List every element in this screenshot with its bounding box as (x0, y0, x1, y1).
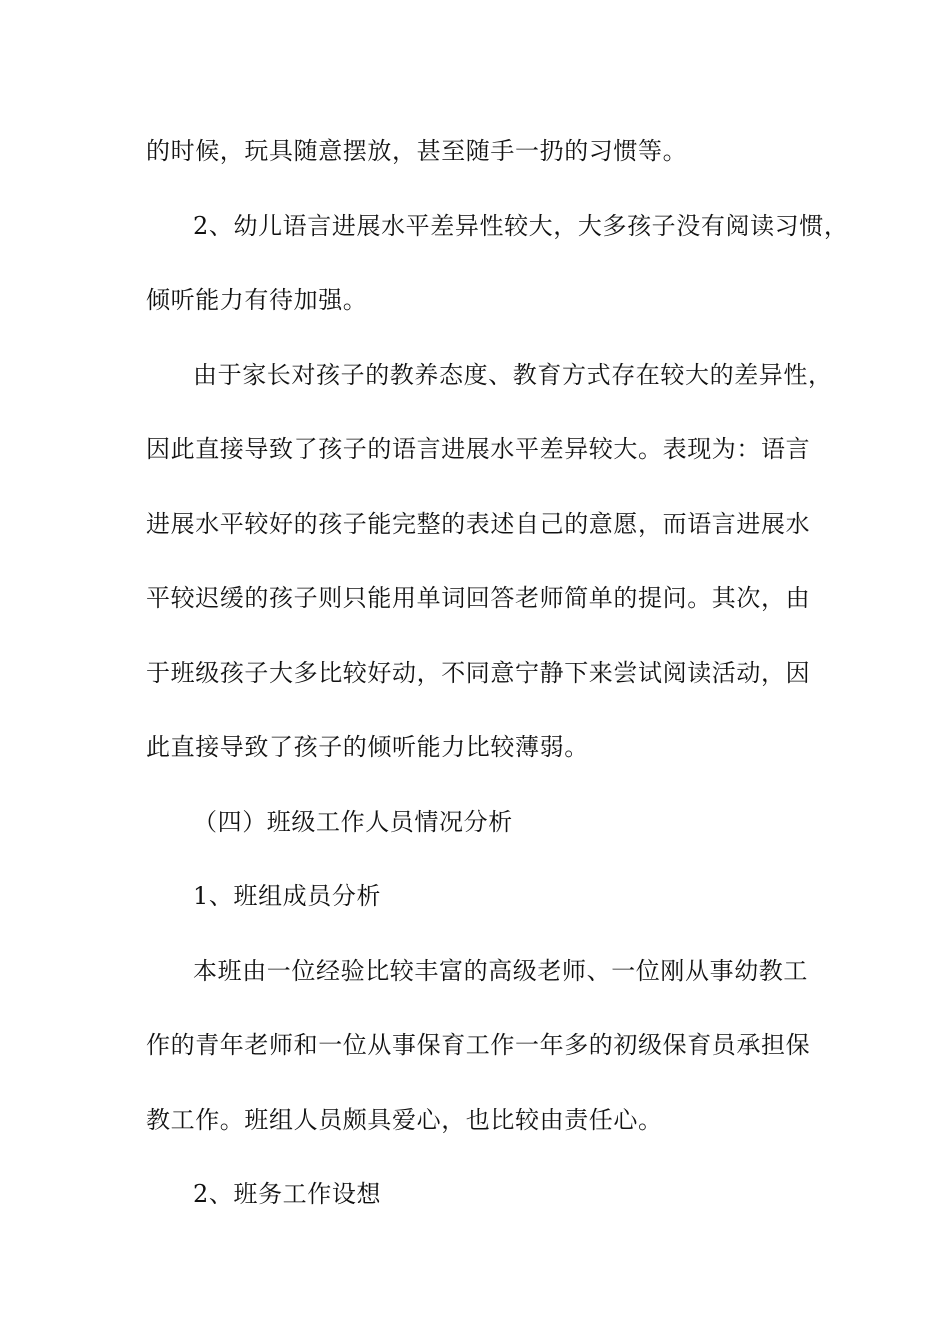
subsection-heading-1: 1、班组成员分析 (193, 882, 382, 910)
paragraph-line-1: 的时候，玩具随意摆放，甚至随手一扔的习惯等。 (146, 137, 688, 165)
paragraph-line-2: 2、幼儿语言进展水平差异性较大，大多孩子没有阅读习惯， (193, 212, 849, 240)
paragraph-line-4: 由于家长对孩子的教养态度、教育方式存在较大的差异性， (193, 361, 833, 389)
paragraph-line-12: 本班由一位经验比较丰富的高级老师、一位刚从事幼教工 (193, 957, 808, 985)
paragraph-line-13: 作的青年老师和一位从事保育工作一年多的初级保育员承担保 (146, 1031, 811, 1059)
subsection-heading-2: 2、班务工作设想 (193, 1180, 382, 1208)
paragraph-line-14: 教工作。班组人员颇具爱心，也比较由责任心。 (146, 1106, 663, 1134)
paragraph-line-6: 进展水平较好的孩子能完整的表述自己的意愿，而语言进展水 (146, 510, 811, 538)
section-heading: （四）班级工作人员情况分析 (193, 808, 513, 836)
paragraph-line-5: 因此直接导致了孩子的语言进展水平差异较大。表现为：语言 (146, 435, 811, 463)
paragraph-line-3: 倾听能力有待加强。 (146, 286, 368, 314)
paragraph-line-7: 平较迟缓的孩子则只能用单词回答老师简单的提问。其次，由 (146, 584, 811, 612)
paragraph-line-8: 于班级孩子大多比较好动，不同意宁静下来尝试阅读活动，因 (146, 659, 811, 687)
paragraph-line-9: 此直接导致了孩子的倾听能力比较薄弱。 (146, 733, 589, 761)
